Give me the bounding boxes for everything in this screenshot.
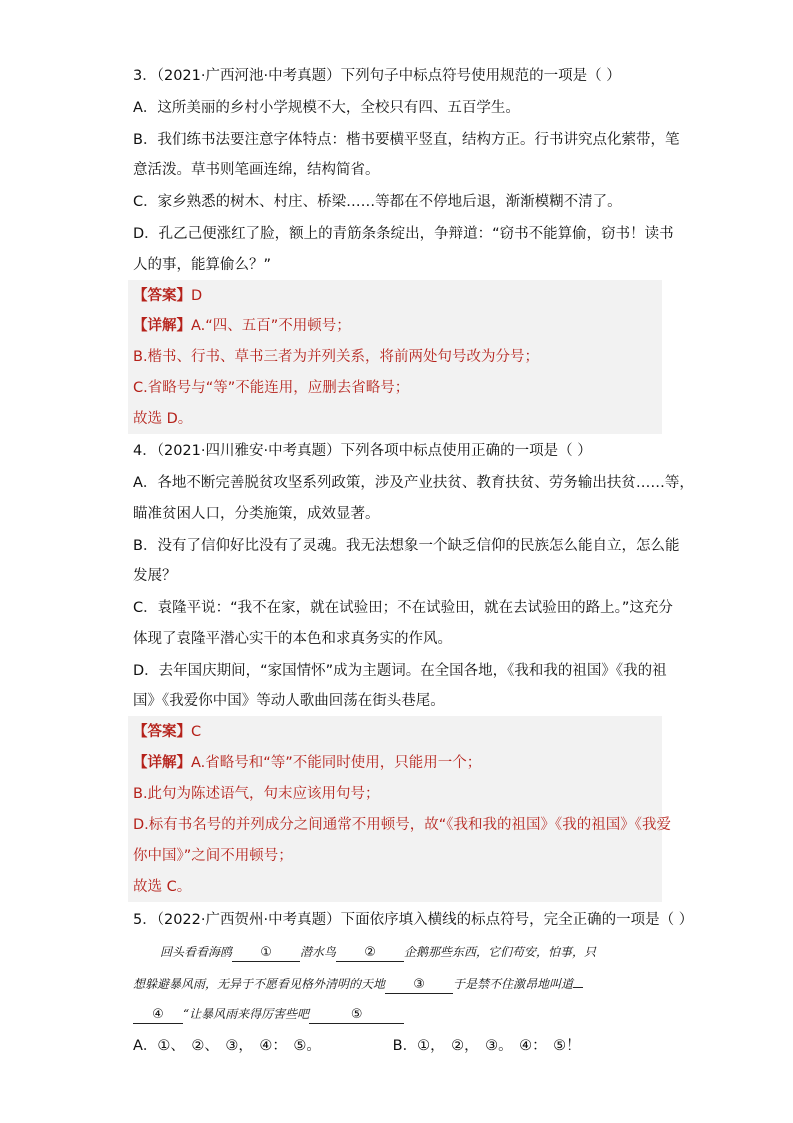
q4-detail-line5: 故选 C。	[133, 879, 192, 895]
q4-option-a-line1: A．各地不断完善脱贫攻坚系列政策，涉及产业扶贫、教育扶贫、劳务输出扶贫……等，	[133, 475, 694, 491]
q4-detail-line4: 你中国》”之间不用顿号；	[133, 848, 293, 864]
q5-option-a: A．①、 ②、 ③， ④： ⑤。	[133, 1038, 321, 1054]
q3-option-c: C．家乡熟悉的树木、村庄、桥梁……等都在不停地后退，渐渐模糊不清了。	[133, 194, 622, 210]
answer-value: C	[191, 724, 202, 740]
q4-detail-line2: B.此句为陈述语气，句末应该用句号；	[133, 786, 380, 802]
q5-stem: 5．（2022·广西贺州·中考真题）下面依序填入横线的标点符号，完全正确的一项是（ ）	[133, 912, 694, 928]
blank-1: ①	[232, 945, 300, 962]
q3-stem: 3．（2021·广西河池·中考真题）下列句子中标点符号使用规范的一项是（ ）	[133, 68, 621, 84]
blank-3: ③	[385, 977, 453, 994]
q3-option-d-line1: D．孔乙己便涨红了脸，额上的青筋条条绽出，争辩道：“窃书不能算偷，窃书！读书	[133, 226, 674, 242]
q5-passage-line2: 想躲避暴风雨，无异于不愿看见格外清明的天地 ③ 于是禁不住激昂地叫道	[133, 974, 583, 994]
q5-passage-line3: ④ “让暴风雨来得厉害些吧 ⑤	[133, 1004, 404, 1024]
answer-tag: 【答案】	[133, 724, 191, 740]
q4-answer-block	[128, 716, 662, 902]
q4-option-d-line1: D．去年国庆期间，“家国情怀”成为主题词。在全国各地，《我和我的祖国》《我的祖	[133, 663, 667, 679]
q3-detail-line4: 故选 D。	[133, 411, 193, 427]
q5-option-b: B．①， ②， ③。 ④： ⑤！	[392, 1038, 581, 1054]
detail-tag: 【详解】	[133, 318, 191, 334]
q4-option-b-line1: B．没有了信仰好比没有了灵魂。我无法想象一个缺乏信仰的民族怎么能自立，怎么能	[133, 538, 680, 554]
answer-tag: 【答案】	[133, 288, 191, 304]
blank-4: ④	[133, 1007, 183, 1024]
q3-detail-line1: 【详解】A.“四、五百”不用顿号；	[133, 318, 351, 334]
q3-option-a: A．这所美丽的乡村小学规模不大，全校只有四、五百学生。	[133, 100, 520, 116]
q4-stem: 4．（2021·四川雅安·中考真题）下列各项中标点使用正确的一项是（ ）	[133, 443, 592, 459]
blank-2: ②	[336, 945, 404, 962]
q5-options	[133, 1036, 587, 1056]
q4-detail-line1: 【详解】A.省略号和“等”不能同时使用，只能用一个；	[133, 755, 482, 771]
q3-answer	[133, 286, 202, 306]
q4-answer	[133, 722, 201, 742]
q3-detail-line2: B.楷书、行书、草书三者为并列关系，将前两处句号改为分号；	[133, 349, 540, 365]
q3-option-d-line2: 人的事，能算偷么？”	[133, 257, 272, 273]
q4-option-c-line2: 体现了袁隆平潜心实干的本色和求真务实的作风。	[133, 631, 452, 647]
detail-tag: 【详解】	[133, 755, 191, 771]
q4-option-c-line1: C．袁隆平说：“我不在家，就在试验田；不在试验田，就在去试验田的路上。”这充分	[133, 600, 673, 616]
q3-option-b-line2: 意活泼。草书则笔画连绵，结构简省。	[133, 162, 380, 178]
q4-detail-line3: D.标有书名号的并列成分之间通常不用顿号，故“《我和我的祖国》《我的祖国》《我爱	[133, 817, 672, 833]
q4-option-b-line2: 发展？	[133, 568, 177, 584]
q4-option-d-line2: 国》《我爱你中国》等动人歌曲回荡在街头巷尾。	[133, 693, 445, 709]
q3-detail-line3: C.省略号与“等”不能连用，应删去省略号；	[133, 380, 410, 396]
answer-value: D	[191, 288, 203, 304]
q3-option-b-line1: B．我们练书法要注意字体特点：楷书要横平竖直，结构方正。行书讲究点化萦带，笔	[133, 132, 680, 148]
blank-5: ⑤	[309, 1007, 404, 1024]
q4-option-a-line2: 瞄准贫困人口，分类施策，成效显著。	[133, 506, 380, 522]
q5-passage-line1: 回头看看海鸥 ① 潜水鸟 ② 企鹅那些东西，它们苟安，怕事，只	[160, 945, 597, 960]
